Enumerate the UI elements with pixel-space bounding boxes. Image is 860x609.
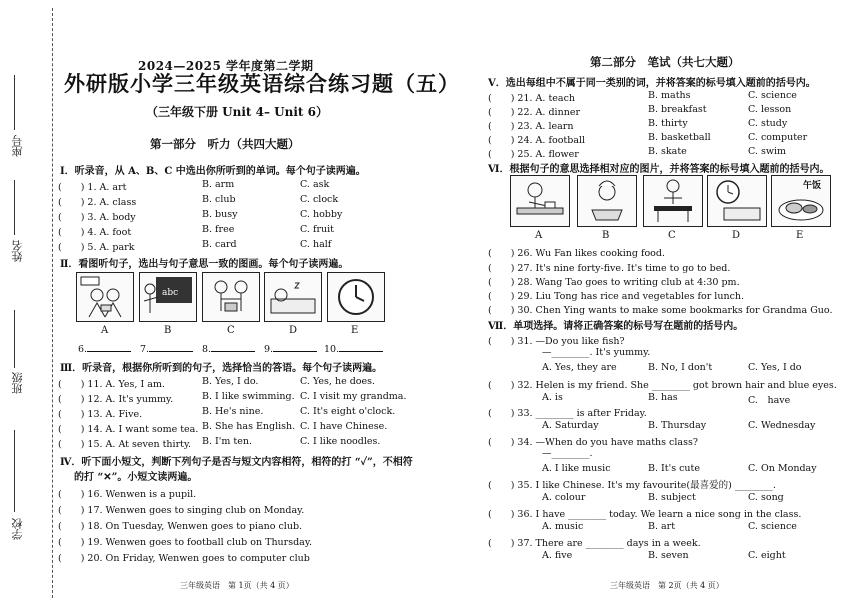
sec7-q34[interactable]: ( ) 34. —When do you have maths class? (488, 437, 698, 448)
sec2-answer-6-num: 6. (78, 344, 88, 355)
clock-and-bed-icon (708, 176, 766, 226)
sec2-picture-d (264, 272, 322, 322)
child-writing-icon (511, 176, 569, 226)
sec6-label-b: B (602, 230, 610, 241)
sec2-label-d: D (289, 325, 298, 336)
sec1-q1-c: C. ask (300, 179, 330, 190)
sec3-q15-c: C. I like noodles. (300, 436, 381, 447)
sec2-answer-8[interactable] (202, 341, 255, 355)
sec3-q14[interactable]: ( ) 14. A. I want some tea. (58, 424, 199, 435)
sec3-q15-b: B. I'm ten. (202, 436, 252, 447)
sec4-q16[interactable]: ( ) 16. Wenwen is a pupil. (58, 489, 197, 500)
sec1-q2[interactable]: ( ) 2. A. class (58, 197, 137, 208)
page-subtitle: （三年级下册 Unit 4– Unit 6） (146, 105, 328, 119)
sec7-q35[interactable]: ( ) 35. I like Chinese. It's my favourite(最喜爱的) ________. (488, 480, 776, 491)
sec3-q12-c: C. I visit my grandma. (300, 391, 407, 402)
sec7-instructions: Ⅶ．单项选择。请将正确答案的标号写在题前的括号内。 (488, 321, 744, 332)
sec3-q13-c: C. It's eight o'clock. (300, 406, 396, 417)
sec7-q36-c: C. science (748, 521, 797, 532)
lunch-bowl-icon (772, 176, 830, 226)
page-title: 外研版小学三年级英语综合练习题（五） (64, 72, 460, 96)
sec5-q22-c: C. lesson (748, 104, 792, 115)
sec6-q28[interactable]: ( ) 28. Wang Tao goes to writing club at 4:30 pm. (488, 277, 740, 288)
answer-blank[interactable] (149, 341, 193, 352)
teacher-table-icon (644, 176, 702, 226)
sec3-q12[interactable]: ( ) 12. A. It's yummy. (58, 394, 174, 405)
sec1-q3-b: B. busy (202, 209, 238, 220)
clock-icon (328, 273, 384, 321)
sec2-answer-9[interactable] (264, 341, 317, 355)
child-cooking-icon (578, 176, 636, 226)
sec1-instructions: Ⅰ．听录音，从 A、B、C 中选出你所听到的单词。每个句子读两遍。 (60, 166, 366, 177)
sec7-q32-a: A. is (542, 392, 563, 403)
sec7-q33-a: A. Saturday (542, 420, 599, 431)
answer-blank[interactable] (273, 341, 317, 352)
sec5-q22-b: B. breakfast (648, 104, 707, 115)
sleeping-child-icon (265, 273, 321, 321)
sec3-q11[interactable]: ( ) 11. A. Yes, I am. (58, 379, 165, 390)
sec5-q21-b: B. maths (648, 90, 691, 101)
sec4-q17[interactable]: ( ) 17. Wenwen goes to singing club on Monday. (58, 505, 305, 516)
sec2-picture-c (202, 272, 260, 322)
sec7-q36-b: B. art (648, 521, 676, 532)
sec1-q5-c: C. half (300, 239, 332, 250)
binding-dashed-line (52, 8, 53, 598)
sec7-q36-a: A. music (542, 521, 584, 532)
sec7-q35-c: C. song (748, 492, 784, 503)
sec2-picture-a (76, 272, 134, 322)
class-label: 班级 (11, 372, 24, 394)
sec6-picture-b (577, 175, 637, 227)
sec2-label-e: E (351, 325, 359, 336)
sec2-answer-6[interactable] (78, 341, 131, 355)
sec2-label-c: C (227, 325, 235, 336)
class-field (10, 372, 28, 394)
sec6-picture-e (771, 175, 831, 227)
sec2-answer-7-num: 7. (140, 344, 150, 355)
sec6-q27[interactable]: ( ) 27. It's nine forty-five. It's time to go to bed. (488, 263, 731, 274)
sec7-q32[interactable]: ( ) 32. Helen is my friend. She ________ got brown hair and blue eyes. (488, 380, 837, 391)
blackboard-teacher-icon (140, 273, 196, 321)
part2-title: 第二部分 笔试（共七大题） (590, 55, 740, 69)
sec3-q13[interactable]: ( ) 13. A. Five. (58, 409, 143, 420)
sec2-label-b: B (164, 325, 172, 336)
sec1-q5-b: B. card (202, 239, 237, 250)
answer-blank[interactable] (211, 341, 255, 352)
sec7-q36[interactable]: ( ) 36. I have ________ today. We learn a nice song in the class. (488, 509, 802, 520)
sec7-q33-c: C. Wednesday (748, 420, 816, 431)
sec6-label-e: E (796, 230, 804, 241)
sec7-q34-a: A. I like music (542, 463, 611, 474)
sec1-q2-c: C. clock (300, 194, 339, 205)
sec4-instructions-1: Ⅳ．听下面小短文，判断下列句子是否与短文内容相符，相符的打 “✓”，不相符 (60, 457, 413, 468)
sec5-q24[interactable]: ( ) 24. A. football (488, 135, 586, 146)
sec5-q25-b: B. skate (648, 146, 687, 157)
sec7-q34-c: C. On Monday (748, 463, 817, 474)
sec1-q1[interactable]: ( ) 1. A. art (58, 182, 127, 193)
sec7-q32-c: C. have (748, 395, 791, 406)
sec2-picture-b (139, 272, 197, 322)
sec6-label-c: C (668, 230, 676, 241)
sec1-q3-c: C. hobby (300, 209, 343, 220)
sec1-q1-b: B. arm (202, 179, 235, 190)
sec7-q31-b: B. No, I don't (648, 362, 713, 373)
sec7-q37-b: B. seven (648, 550, 689, 561)
kids-reading-icon (77, 273, 133, 321)
sec7-q34-b: B. It's cute (648, 463, 700, 474)
sec4-q18[interactable]: ( ) 18. On Tuesday, Wenwen goes to piano club. (58, 521, 303, 532)
sec7-q35-b: B. subject (648, 492, 696, 503)
sec5-q25[interactable]: ( ) 25. A. flower (488, 149, 579, 160)
sec2-answer-10-num: 10. (324, 344, 340, 355)
sec2-instructions: Ⅱ．看图听句子，选出与句子意思一致的图画。每个句子读两遍。 (60, 259, 349, 270)
sec2-answer-8-num: 8. (202, 344, 212, 355)
sec7-q31-c: C. Yes, I do (748, 362, 802, 373)
sec2-label-a: A (101, 325, 109, 336)
answer-blank[interactable] (87, 341, 131, 352)
sec5-q23-b: B. thirty (648, 118, 688, 129)
sec7-q32-b: B. has (648, 392, 678, 403)
sec7-q37-c: C. eight (748, 550, 786, 561)
sec4-instructions-2: 的打 “✕”。小短文读两遍。 (74, 472, 198, 483)
sec5-q21-c: C. science (748, 90, 797, 101)
sec7-q31[interactable]: ( ) 31. —Do you like fish? (488, 336, 625, 347)
sec6-picture-d (707, 175, 767, 227)
sec1-q4-c: C. fruit (300, 224, 335, 235)
sec7-q35-a: A. colour (542, 492, 586, 503)
sec5-q24-c: C. computer (748, 132, 808, 143)
sec3-instructions: Ⅲ．听录音，根据你所听到的句子，选择恰当的答语。每个句子读两遍。 (60, 363, 383, 374)
sec7-q37-a: A. five (542, 550, 573, 561)
sec6-label-a: A (535, 230, 543, 241)
sec7-q33[interactable]: ( ) 33. ________ is after Friday. (488, 408, 647, 419)
sec5-instructions: Ⅴ．选出每组中不属于同一类别的词，并将答案的标号填入题前的括号内。 (488, 78, 816, 89)
sec7-q34-line2: —________. (542, 448, 593, 459)
svg-text:abc: abc (162, 288, 179, 298)
sec3-q14-c: C. I have Chinese. (300, 421, 388, 432)
part1-title: 第一部分 听力（共四大题） (150, 137, 300, 151)
sec4-q20[interactable]: ( ) 20. On Friday, Wenwen goes to computer club (58, 553, 310, 564)
sec6-q26[interactable]: ( ) 26. Wu Fan likes cooking food. (488, 248, 666, 259)
sec7-q37[interactable]: ( ) 37. There are ________ days in a week. (488, 538, 701, 549)
sec1-q5[interactable]: ( ) 5. A. park (58, 242, 135, 253)
sec5-q22[interactable]: ( ) 22. A. dinner (488, 107, 580, 118)
seat-no-field (10, 135, 28, 157)
name-line[interactable] (14, 180, 15, 235)
name-field (10, 240, 28, 262)
sec3-q11-b: B. Yes, I do. (202, 376, 259, 387)
sec6-label-d: D (732, 230, 741, 241)
name-label: 姓名 (11, 240, 24, 262)
sec4-q19[interactable]: ( ) 19. Wenwen goes to football club on Thursday. (58, 537, 312, 548)
school-field (10, 518, 28, 540)
answer-blank[interactable] (339, 341, 383, 352)
school-year: 2024—2025 学年度第二学期 (138, 59, 314, 73)
sec5-q25-c: C. swim (748, 146, 787, 157)
sec1-q4-b: B. free (202, 224, 235, 235)
sec3-q11-c: C. Yes, he does. (300, 376, 376, 387)
school-line[interactable] (14, 430, 15, 512)
seat-no-label: 座号 (11, 135, 24, 157)
class-line[interactable] (14, 310, 15, 368)
sec7-q31-line2: —________. It's yummy. (542, 347, 651, 358)
sec5-q21[interactable]: ( ) 21. A. teach (488, 93, 576, 104)
sec6-picture-a (510, 175, 570, 227)
sec3-q12-b: B. I like swimming. (202, 391, 295, 402)
sec3-q15[interactable]: ( ) 15. A. At seven thirty. (58, 439, 192, 450)
sec2-picture-e (327, 272, 385, 322)
sec7-q31-a: A. Yes, they are (542, 362, 617, 373)
sec1-q4[interactable]: ( ) 4. A. foot (58, 227, 132, 238)
sec2-answer-9-num: 9. (264, 344, 274, 355)
sec6-q30[interactable]: ( ) 30. Chen Ying wants to make some bookmarks for Grandma Guo. (488, 305, 833, 316)
sec5-q23[interactable]: ( ) 23. A. learn (488, 121, 574, 132)
page1-footer: 三年级英语 第 1页（共 4 页） (180, 581, 294, 590)
page2-footer: 三年级英语 第 2页（共 4 页） (610, 581, 724, 590)
sec1-q3[interactable]: ( ) 3. A. body (58, 212, 136, 223)
school-label: 学校 (11, 518, 24, 540)
seat-no-line[interactable] (14, 75, 15, 130)
sec6-instructions: Ⅵ．根据句子的意思选择相对应的图片，并将答案的标号填入题前的括号内。 (488, 164, 830, 175)
sec2-answer-10[interactable] (324, 341, 383, 355)
sec3-q14-b: B. She has English. (202, 421, 296, 432)
lunch-label: 午饭 (803, 181, 822, 191)
sec7-q33-b: B. Thursday (648, 420, 707, 431)
sec5-q24-b: B. basketball (648, 132, 711, 143)
sec2-answer-7[interactable] (140, 341, 193, 355)
sec5-q23-c: C. study (748, 118, 788, 129)
sec3-q13-b: B. He's nine. (202, 406, 264, 417)
sec1-q2-b: B. club (202, 194, 236, 205)
two-friends-icon (203, 273, 259, 321)
sec6-q29[interactable]: ( ) 29. Liu Tong has rice and vegetables for lunch. (488, 291, 745, 302)
sec6-picture-c (643, 175, 703, 227)
